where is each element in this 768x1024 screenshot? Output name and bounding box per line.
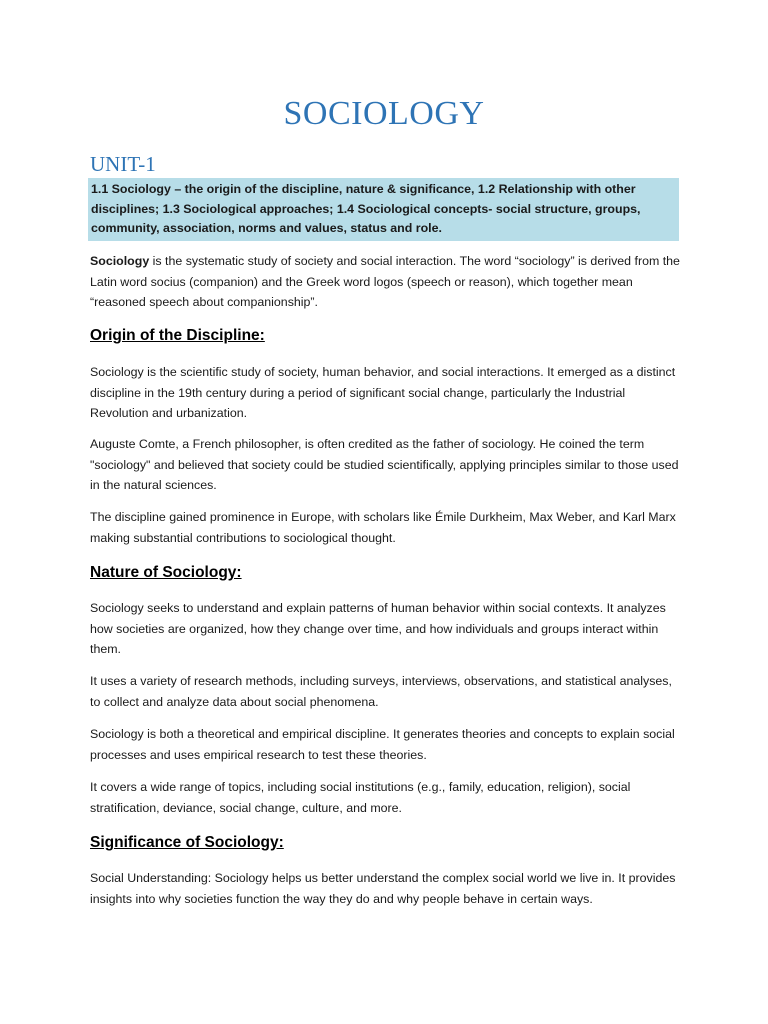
nature-paragraph-1: Sociology seeks to understand and explain patterns of human behavior within social contexts. It analyzes how societies are organized, how they change over time, and how individuals and groups interact within them.	[90, 601, 666, 656]
intro-paragraph	[90, 251, 680, 313]
intro-term: Sociology	[90, 254, 150, 268]
origin-heading: Origin of the Discipline:	[90, 327, 265, 344]
origin-paragraph-3: The discipline gained prominence in Europe, with scholars like Émile Durkheim, Max Weber, and Karl Marx making substantial contributions to sociological thought.	[90, 510, 676, 545]
nature-paragraph-3: Sociology is both a theoretical and empirical discipline. It generates theories and concepts to explain social processes and uses empirical research to test these theories.	[90, 727, 675, 762]
document-title: SOCIOLOGY	[283, 95, 485, 132]
significance-paragraph-1: Social Understanding: Sociology helps us better understand the complex social world we live in. It provides insights into why societies function the way they do and why people behave in certain ways.	[90, 871, 676, 906]
unit-syllabus-highlight: 1.1 Sociology – the origin of the discipline, nature & significance, 1.2 Relationship with other disciplines; 1.3 Sociological approaches; 1.4 Sociological concepts- social structure, groups, community, association, norms and values, status and role.	[88, 178, 679, 241]
nature-paragraph-4: It covers a wide range of topics, including social institutions (e.g., family, education, religion), social stratification, deviance, social change, culture, and more.	[90, 780, 631, 815]
unit-heading: UNIT-1	[90, 152, 156, 176]
significance-heading: Significance of Sociology:	[90, 834, 284, 851]
nature-paragraph-2: It uses a variety of research methods, including surveys, interviews, observations, and statistical analyses, to collect and analyze data about social phenomena.	[90, 674, 672, 709]
intro-text: is the systematic study of society and social interaction. The word “sociology” is derived from the Latin word socius (companion) and the Greek word logos (speech or reason), which together mean “reasoned speech about companionship”.	[90, 254, 680, 309]
origin-paragraph-1: Sociology is the scientific study of society, human behavior, and social interactions. It emerged as a distinct discipline in the 19th century during a period of significant social change, particularly the Industrial Revolution and urbanization.	[90, 365, 676, 420]
nature-heading: Nature of Sociology:	[90, 564, 242, 581]
origin-paragraph-2: Auguste Comte, a French philosopher, is often credited as the father of sociology. He coined the term "sociology" and believed that society could be studied scientifically, applying principles similar to those used in the natural sciences.	[90, 437, 679, 492]
